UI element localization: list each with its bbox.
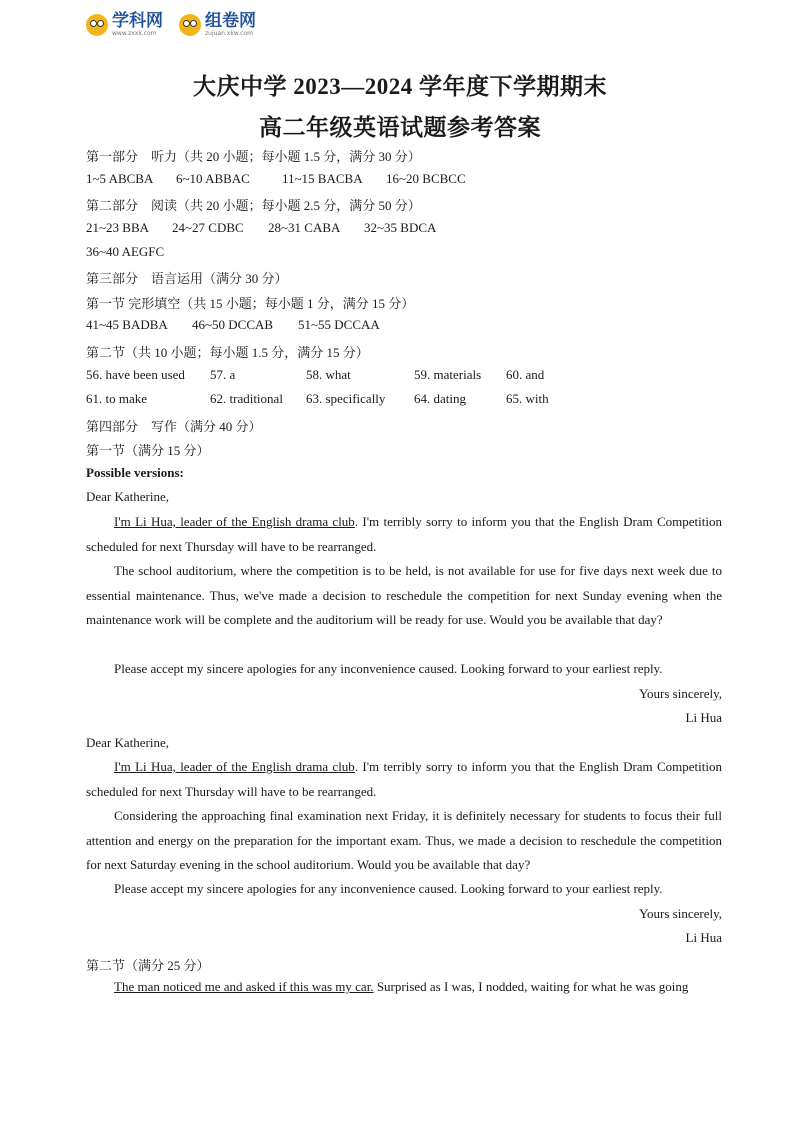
logo-name: 组卷网 bbox=[205, 11, 256, 31]
logo-url: zujuan.xkw.com bbox=[205, 30, 253, 37]
letter1-closing: Yours sincerely, bbox=[638, 686, 722, 701]
letter2-paragraph1: I'm Li Hua, leader of the English drama club. I'm terribly sorry to inform you that the English Dram Competition scheduled for next Thursday will have to be rearranged. bbox=[86, 759, 722, 799]
answer-group: 46~50 DCCAB bbox=[192, 317, 274, 332]
answer-item: 58. what bbox=[306, 367, 351, 382]
answer-group: 6~10 ABBAC bbox=[176, 171, 250, 186]
letter2-closing: Yours sincerely, bbox=[638, 906, 722, 921]
letter2-salutation: Dear Katherine, bbox=[86, 735, 170, 750]
answer-item: 60. and bbox=[506, 367, 545, 382]
answer-group: 24~27 CDBC bbox=[172, 220, 244, 235]
possible-versions-label: Possible versions: bbox=[86, 465, 184, 480]
part1-heading: 第一部分 听力（共 20 小题；每小题 1.5 分，满分 30 分） bbox=[86, 149, 421, 164]
letter1-paragraph3: Please accept my sincere apologies for any inconvenience caused. Looking forward to your earliest reply. bbox=[114, 661, 663, 676]
part3-heading: 第三部分 语言运用（满分 30 分） bbox=[86, 271, 288, 286]
answer-group: 28~31 CABA bbox=[268, 220, 341, 235]
part4-section1-heading: 第一节（满分 15 分） bbox=[86, 443, 210, 458]
answer-group: 11~15 BACBA bbox=[282, 171, 363, 186]
part4-section2-heading: 第二节（满分 25 分） bbox=[86, 958, 210, 973]
answer-group: 1~5 ABCBA bbox=[86, 171, 154, 186]
answer-item: 61. to make bbox=[86, 391, 148, 406]
answer-item: 59. materials bbox=[414, 367, 482, 382]
answer-group: 51~55 DCCAA bbox=[298, 317, 380, 332]
part3-section1-heading: 第一节 完形填空（共 15 小题；每小题 1 分，满分 15 分） bbox=[86, 296, 415, 311]
owl-logo-icon bbox=[86, 14, 108, 36]
letter2-paragraph2: Considering the approaching final examination next Friday, it is definitely necessary for students to focus their full attention and energy on the preparation for the important exam. Thus, we made a decision to reschedule the competition for next Saturday evening in the school auditorium. Would you be available that day? bbox=[86, 808, 722, 872]
underlined-sentence: I'm Li Hua, leader of the English drama club bbox=[114, 759, 355, 774]
underlined-sentence: The man noticed me and asked if this was my car. bbox=[114, 979, 374, 994]
answer-group: 16~20 BCBCC bbox=[386, 171, 466, 186]
answer-item: 65. with bbox=[506, 391, 549, 406]
part3-section2-heading: 第二节（共 10 小题；每小题 1.5 分，满分 15 分） bbox=[86, 345, 369, 360]
letter1-paragraph2: The school auditorium, where the competition is to be held, is not available for use for five days next week due to essential maintenance. Thus, we've made a decision to reschedule the competition for next Sunday evening when the maintenance work will be complete and the auditorium will be ready for use. Would you be available that day? bbox=[86, 563, 722, 627]
logo-zxxk bbox=[86, 13, 163, 37]
letter2-signature: Li Hua bbox=[685, 930, 722, 945]
page-title: 大庆中学 2023—2024 学年度下学期期末 bbox=[193, 74, 607, 99]
page-subtitle: 高二年级英语试题参考答案 bbox=[259, 115, 541, 140]
logo-zujuan bbox=[179, 13, 256, 37]
logo-url: www.zxxk.com bbox=[112, 30, 157, 37]
logo-name: 学科网 bbox=[112, 11, 163, 31]
underlined-sentence: I'm Li Hua, leader of the English drama club bbox=[114, 514, 355, 529]
letter2-paragraph3: Please accept my sincere apologies for any inconvenience caused. Looking forward to your earliest reply. bbox=[114, 881, 663, 896]
answer-item: 62. traditional bbox=[210, 391, 283, 406]
story-paragraph: The man noticed me and asked if this was my car. Surprised as I was, I nodded, waiting for what he was going bbox=[114, 979, 689, 994]
answer-group: 32~35 BDCA bbox=[364, 220, 437, 235]
answer-group: 36~40 AEGFC bbox=[86, 244, 165, 259]
answer-item: 57. a bbox=[210, 367, 236, 382]
owl-logo-icon bbox=[179, 14, 201, 36]
answer-group: 21~23 BBA bbox=[86, 220, 150, 235]
answer-group: 41~45 BADBA bbox=[86, 317, 168, 332]
letter1-signature: Li Hua bbox=[685, 710, 722, 725]
header-logos bbox=[86, 10, 256, 40]
answer-item: 64. dating bbox=[414, 391, 466, 406]
answer-item: 63. specifically bbox=[306, 391, 386, 406]
letter1-salutation: Dear Katherine, bbox=[86, 489, 170, 504]
answer-item: 56. have been used bbox=[86, 367, 185, 382]
part2-heading: 第二部分 阅读（共 20 小题；每小题 2.5 分，满分 50 分） bbox=[86, 198, 421, 213]
letter1-paragraph1: I'm Li Hua, leader of the English drama club. I'm terribly sorry to inform you that the English Dram Competition scheduled for next Thursday will have to be rearranged. bbox=[86, 514, 722, 554]
part4-heading: 第四部分 写作（满分 40 分） bbox=[86, 419, 262, 434]
